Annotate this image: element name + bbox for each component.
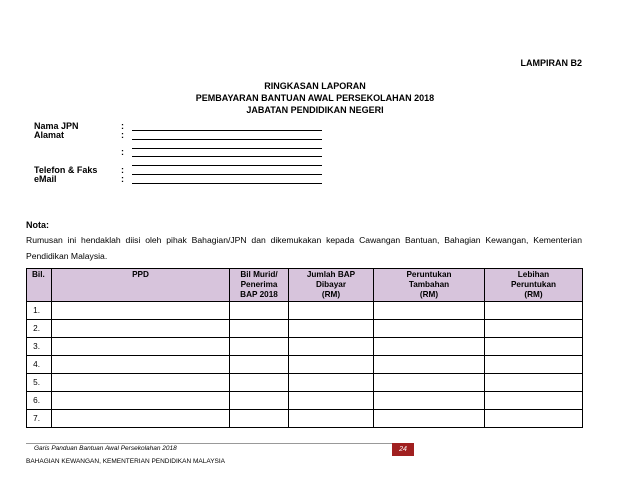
row-number: 1. [27,302,52,320]
cell-ppd[interactable] [52,320,230,338]
field-colon: : [121,147,124,158]
cell-bil-murid[interactable] [230,410,289,428]
table-row [27,356,583,374]
cell-jumlah-bap[interactable] [289,320,374,338]
table-row [27,320,583,338]
cell-lebihan-peruntukan[interactable] [485,302,583,320]
cell-ppd[interactable] [52,392,230,410]
title-line-2: PEMBAYARAN BANTUAN AWAL PERSEKOLAHAN 2018 [195,93,435,103]
row-number: 7. [27,410,52,428]
field-label: Nama JPN [34,121,79,131]
ppd-table [26,268,583,428]
footer-guide-title: Garis Panduan Bantuan Awal Persekolahan 2018 [34,445,177,452]
table-row [27,338,583,356]
cell-bil-murid[interactable] [230,374,289,392]
footer-divider [26,443,410,444]
cell-bil-murid[interactable] [230,392,289,410]
cell-lebihan-peruntukan[interactable] [485,338,583,356]
form-fields [34,122,334,184]
cell-jumlah-bap[interactable] [289,410,374,428]
cell-jumlah-bap[interactable] [289,374,374,392]
row-number: 6. [27,392,52,410]
cell-ppd[interactable] [52,374,230,392]
cell-bil-murid[interactable] [230,338,289,356]
cell-ppd[interactable] [52,356,230,374]
field-label: Telefon & Faks [34,164,98,175]
lampiran-label: LAMPIRAN B2 [520,58,582,68]
cell-ppd[interactable] [52,302,230,320]
field-label: eMail [34,173,57,184]
field-row-alamat [34,131,334,140]
table-row [27,302,583,320]
row-number: 5. [27,374,52,392]
field-colon: : [121,164,124,175]
field-row-alamat-2 [34,140,334,149]
nota-title: Nota: [26,220,49,230]
title-line-1: RINGKASAN LAPORAN [264,81,366,91]
table-row [27,410,583,428]
cell-peruntukan-tambahan[interactable] [374,320,485,338]
field-row-telefon-faks [34,166,334,175]
cell-lebihan-peruntukan[interactable] [485,374,583,392]
cell-jumlah-bap[interactable] [289,356,374,374]
cell-lebihan-peruntukan[interactable] [485,392,583,410]
cell-bil-murid[interactable] [230,356,289,374]
nota-text: Rumusan ini hendaklah diisi oleh pihak Bahagian/JPN dan dikemukakan kepada Cawangan Bantuan, Bahagian Kewangan, Kementerian Pendidikan Malaysia. [26,235,582,261]
field-label: Alamat [34,129,65,140]
field-row-alamat-3 [34,148,334,157]
cell-lebihan-peruntukan[interactable] [485,320,583,338]
header-peruntukan-tambahan: Peruntukan Tambahan (RM) [374,269,485,302]
row-number: 4. [27,356,52,374]
header-lebihan-peruntukan: Lebihan Peruntukan (RM) [485,269,583,302]
cell-jumlah-bap[interactable] [289,302,374,320]
cell-peruntukan-tambahan[interactable] [374,302,485,320]
header-bil-murid: Bil Murid/ Penerima BAP 2018 [230,269,289,302]
field-colon: : [121,173,124,184]
cell-jumlah-bap[interactable] [289,392,374,410]
header-jumlah-bap: Jumlah BAP Dibayar (RM) [289,269,374,302]
header-bil: Bil. [27,269,52,302]
cell-peruntukan-tambahan[interactable] [374,392,485,410]
cell-ppd[interactable] [52,338,230,356]
cell-peruntukan-tambahan[interactable] [374,374,485,392]
row-number: 3. [27,338,52,356]
field-row-email [34,175,334,184]
field-row-nama-jpn [34,122,334,131]
cell-jumlah-bap[interactable] [289,338,374,356]
table-row [27,392,583,410]
field-colon: : [121,121,124,131]
table-row [27,374,583,392]
row-number: 2. [27,320,52,338]
report-titles [120,80,510,116]
field-colon: : [121,129,124,140]
table-header-row [27,269,583,302]
cell-bil-murid[interactable] [230,320,289,338]
cell-lebihan-peruntukan[interactable] [485,356,583,374]
header-ppd: PPD [52,269,230,302]
cell-ppd[interactable] [52,410,230,428]
cell-bil-murid[interactable] [230,302,289,320]
cell-peruntukan-tambahan[interactable] [374,410,485,428]
page-number-badge: 24 [392,443,414,456]
footer-ministry: BAHAGIAN KEWANGAN, KEMENTERIAN PENDIDIKAN MALAYSIA [26,458,226,465]
field-blank-line[interactable] [132,183,322,184]
cell-peruntukan-tambahan[interactable] [374,356,485,374]
title-line-3: JABATAN PENDIDIKAN NEGERI [246,105,384,115]
cell-lebihan-peruntukan[interactable] [485,410,583,428]
cell-peruntukan-tambahan[interactable] [374,338,485,356]
